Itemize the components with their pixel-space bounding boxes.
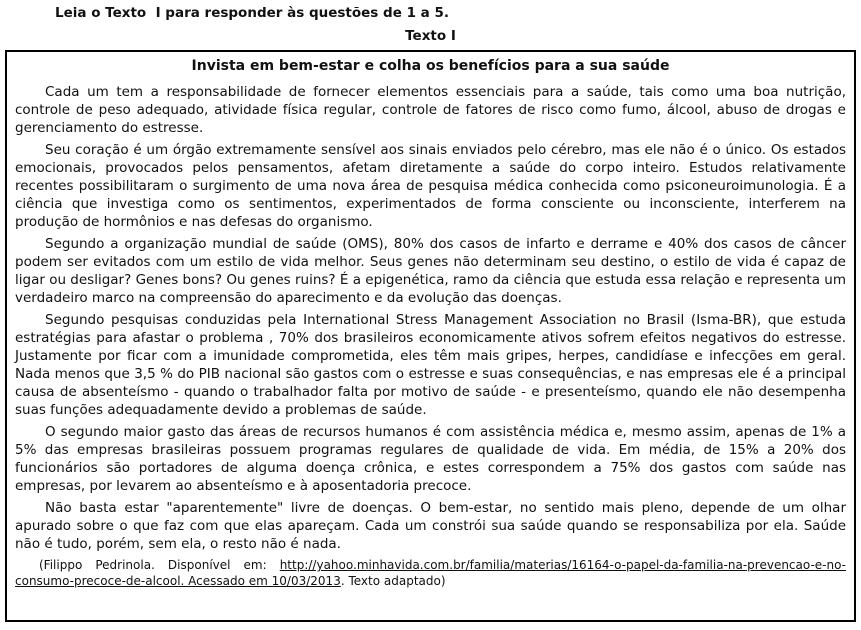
source-suffix: . Texto adaptado) xyxy=(340,574,446,588)
paragraph-5: O segundo maior gasto das áreas de recursos humanos é com assistência médica e, mesmo assim, apenas de 1% a 5% das empresas brasileiras possuem programas regulares de qualidade de vida. Em média, de 15% a 20% dos funcionários são portadores de alguma doença crônica, e estes correspondem a 75% dos gastos com saúde nas empresas, por levarem ao absenteísmo e à aposentadoria precoce. xyxy=(15,424,846,494)
texto-i-heading: Texto I xyxy=(405,28,456,44)
text-title: Invista em bem-estar e colha os benefícios para a sua saúde xyxy=(191,58,670,74)
paragraph-3: Segundo a organização mundial de saúde (OMS), 80% dos casos de infarto e derrame e 40% dos casos de câncer podem ser evitados com um estilo de vida melhor. Seus genes não determinam seu destino, o estilo de vida é capaz de ligar ou desligar? Genes bons? Ou genes ruins? É a epigenética, ramo da ciência que estuda essa relação e representa um verdadeiro marco na compreensão do aparecimento e da evolução das doenças. xyxy=(15,236,846,306)
source-citation xyxy=(15,557,846,589)
paragraph-2: Seu coração é um órgão extremamente sensível aos sinais enviados pelo cérebro, mas ele não é o único. Os estados emocionais, provocados pelos pensamentos, afetam diretamente a saúde do corpo inteiro. Estudos relativamente recentes possibilitaram o surgimento de uma nova área de pesquisa médica conhecida como psiconeuroimunologia. É a ciência que investiga como os sentimentos, experimentados de forma consciente ou inconsciente, interferem na produção de hormônios e nas defesas do organismo. xyxy=(15,142,846,230)
paragraph-6: Não basta estar "aparentemente" livre de doenças. O bem-estar, no sentido mais pleno, depende de um olhar apurado sobre o que faz com que elas apareçam. Cada um constrói sua saúde quando se responsabiliza por ela. Saúde não é tudo, porém, sem ela, o resto não é nada. xyxy=(15,500,846,552)
instruction-line: Leia o Texto I para responder às questões de 1 a 5. xyxy=(55,5,449,21)
paragraph-4: Segundo pesquisas conduzidas pela International Stress Management Association no Brasil (Isma-BR), que estuda estratégias para afastar o problema , 70% dos brasileiros economicamente ativos sofrem efeitos negativos do estresse. Justamente por ficar com a imunidade comprometida, eles têm mais gripes, herpes, candidíase e infecções em geral. Nada menos que 3,5 % do PIB nacional são gastos com o estresse e suas consequências, e nas empresas ele é a principal causa de absenteísmo - quando o trabalhador falta por motivo de saúde - e presenteísmo, quando ele não desempenha suas funções adequadamente devido a problemas de saúde. xyxy=(15,312,846,418)
paragraph-1: Cada um tem a responsabilidade de fornecer elementos essenciais para a saúde, tais como uma boa nutrição, controle de peso adequado, atividade física regular, controle de fatores de risco como fumo, álcool, abuso de drogas e gerenciamento do estresse. xyxy=(15,84,846,136)
text-box xyxy=(5,50,856,622)
source-link[interactable]: http://yahoo.minhavida.com.br/familia/materias/16164-o-papel-da-familia-na-prevencao-e-no-consumo-precoce-de-alcool. Acessado em 10/03/2013 xyxy=(15,558,846,588)
source-prefix: (Filippo Pedrinola. Disponível em: xyxy=(39,558,280,572)
